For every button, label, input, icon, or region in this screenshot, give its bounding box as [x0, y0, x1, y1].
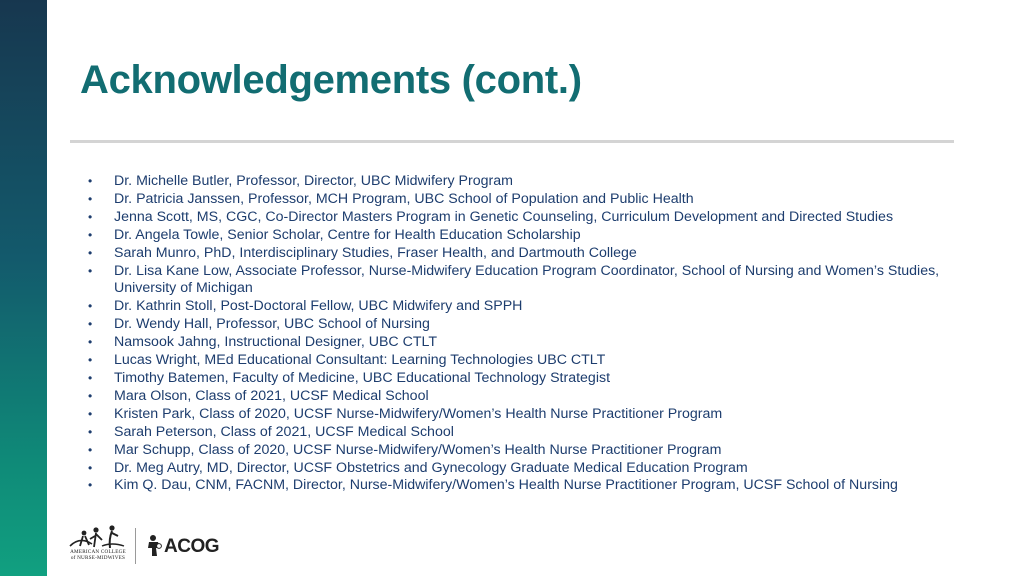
- list-item-text: Sarah Munro, PhD, Interdisciplinary Studies, Fraser Health, and Dartmouth College: [114, 244, 637, 261]
- bullet-icon: •: [88, 263, 93, 278]
- list-item: [86, 209, 966, 227]
- list-item-text: Timothy Batemen, Faculty of Medicine, UBC Educational Technology Strategist: [114, 369, 611, 386]
- bullet-icon: •: [88, 460, 93, 475]
- list-item: [86, 424, 966, 442]
- list-item: [86, 370, 966, 388]
- list-item-text: Dr. Michelle Butler, Professor, Director, UBC Midwifery Program: [114, 173, 513, 189]
- list-item-text: Lucas Wright, MEd Educational Consultant: Learning Technologies UBC CTLT: [114, 352, 606, 369]
- side-accent-bar: [0, 0, 47, 576]
- acnm-wordmark: [68, 549, 128, 561]
- bullet-icon: •: [88, 442, 93, 457]
- acog-wordmark: ACOG: [164, 536, 219, 557]
- list-item-text: Dr. Wendy Hall, Professor, UBC School of Nursing: [114, 316, 430, 333]
- list-item-text: Kim Q. Dau, CNM, FACNM, Director, Nurse-Midwifery/Women’s Health Nurse Practitioner Program, UCSF School of Nursing: [114, 477, 898, 494]
- bullet-icon: •: [88, 335, 93, 350]
- footer-logos: [66, 524, 226, 568]
- list-item-text: Kristen Park, Class of 2020, UCSF Nurse-Midwifery/Women’s Health Nurse Practitioner Program: [114, 405, 723, 422]
- bullet-icon: •: [88, 478, 93, 493]
- list-item-text: Dr. Lisa Kane Low, Associate Professor, Nurse-Midwifery Education Program Coordinator, School of Nursing and Women’s Studies, University of Michigan: [114, 262, 940, 297]
- list-item: [86, 460, 966, 478]
- list-item: [86, 173, 966, 191]
- list-item: [86, 442, 966, 460]
- list-item-text: Namsook Jahng, Instructional Designer, UBC CTLT: [114, 334, 438, 351]
- list-item-text: Dr. Meg Autry, MD, Director, UCSF Obstetrics and Gynecology Graduate Medical Education Program: [114, 459, 748, 476]
- page-title: Acknowledgements (cont.): [80, 58, 582, 102]
- logo-divider: [135, 528, 136, 564]
- bullet-icon: •: [88, 174, 93, 188]
- list-item-text: Mara Olson, Class of 2021, UCSF Medical School: [114, 387, 429, 404]
- bullet-icon: •: [88, 388, 93, 403]
- acknowledgements-list: [86, 173, 966, 495]
- list-item-text: Mar Schupp, Class of 2020, UCSF Nurse-Midwifery/Women’s Health Nurse Practitioner Program: [114, 441, 722, 458]
- bullet-icon: •: [88, 209, 93, 224]
- list-item-text: Dr. Kathrin Stoll, Post-Doctoral Fellow, UBC Midwifery and SPPH: [114, 298, 523, 315]
- bullet-icon: •: [88, 245, 93, 260]
- acnm-wordmark-line2: of NURSE-MIDWIVES: [70, 555, 126, 561]
- bullet-icon: •: [88, 424, 93, 439]
- bullet-icon: •: [88, 299, 93, 314]
- list-item: [86, 388, 966, 406]
- list-item-text: Dr. Patricia Janssen, Professor, MCH Program, UBC School of Population and Public Health: [114, 190, 694, 207]
- list-item: [86, 263, 966, 299]
- list-item: [86, 352, 966, 370]
- bullet-icon: •: [88, 317, 93, 332]
- acnm-figures-icon: [66, 524, 128, 550]
- acnm-logo: [66, 524, 128, 566]
- list-item: [86, 316, 966, 334]
- list-item: [86, 406, 966, 424]
- bullet-icon: •: [88, 191, 93, 206]
- bullet-icon: •: [88, 227, 93, 242]
- list-item-text: Dr. Angela Towle, Senior Scholar, Centre for Health Education Scholarship: [114, 226, 581, 243]
- bullet-icon: •: [88, 370, 93, 385]
- acog-figure-icon: [146, 534, 164, 558]
- list-item: [86, 245, 966, 263]
- list-item-text: Jenna Scott, MS, CGC, Co-Director Masters Program in Genetic Counseling, Curriculum Development and Directed Studies: [114, 208, 894, 225]
- list-item: [86, 334, 966, 352]
- list-item: [86, 477, 966, 495]
- list-item: [86, 227, 966, 245]
- list-item: [86, 191, 966, 209]
- title-divider: [70, 140, 954, 143]
- bullet-icon: •: [88, 406, 93, 421]
- bullet-icon: •: [88, 353, 93, 368]
- list-item-text: Sarah Peterson, Class of 2021, UCSF Medical School: [114, 423, 454, 440]
- list-item: [86, 298, 966, 316]
- acnm-wordmark-line1: AMERICAN COLLEGE: [70, 549, 126, 555]
